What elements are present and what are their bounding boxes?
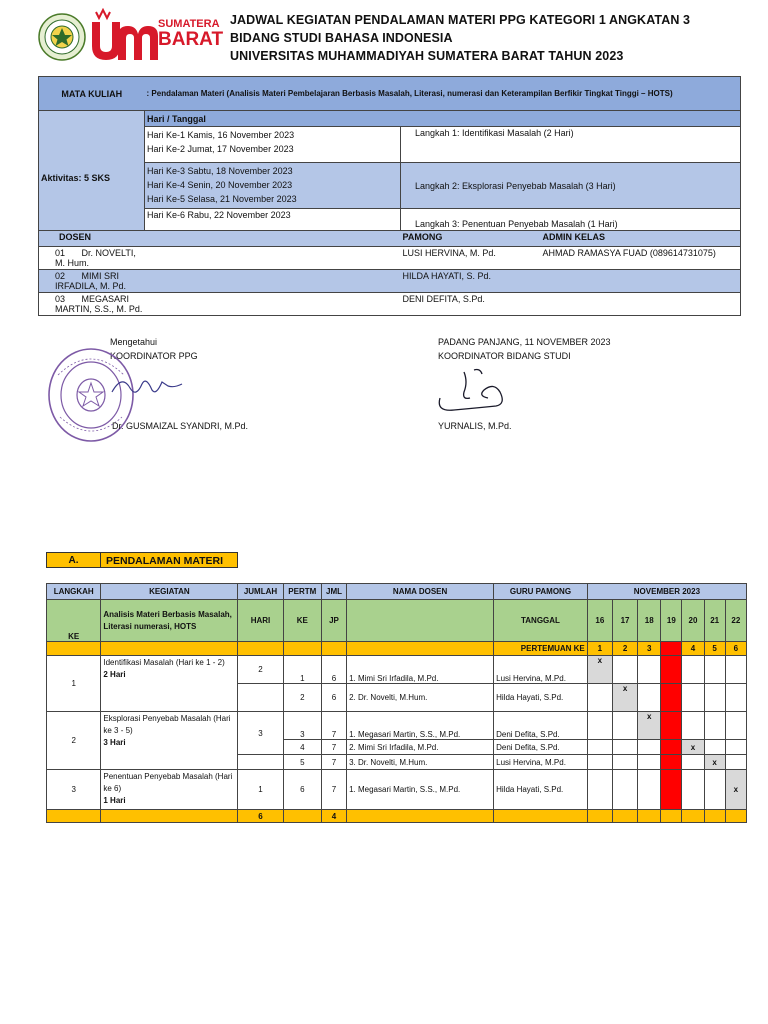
step-2-jumlah: 3 [238, 712, 283, 755]
pamong-cell: Lusi Hervina, M.Pd. [494, 755, 588, 770]
pamong-cell: Hilda Hayati, S.Pd. [494, 770, 588, 810]
col-pertm: PERTM [283, 584, 321, 600]
step-3-number: 3 [47, 770, 101, 810]
col-ke: KE [47, 600, 101, 642]
sig-left-name: Dr. GUSMAIZAL SYANDRI, M.Pd. [112, 421, 249, 431]
step-days-label: 1 Hari [103, 796, 126, 805]
col-kegiatan-desc: Analisis Materi Berbasis Masalah, Literasi numerasi, HOTS [101, 600, 238, 642]
date-cell: 22 [725, 600, 746, 642]
meeting-cell: 5 [704, 642, 725, 656]
dosen-cell: 1. Megasari Martin, S.S., M.Pd. [347, 770, 494, 810]
pamong-cell: Deni Defita, S.Pd. [494, 740, 588, 755]
schedule-mark: x [612, 684, 637, 712]
aktivitas-label: Aktivitas: 5 SKS [39, 127, 145, 231]
logo-text-barat: BARAT [158, 29, 224, 50]
date-cell: 20 [682, 600, 704, 642]
course-info-table [38, 76, 741, 316]
col-nama-dosen: NAMA DOSEN [347, 584, 494, 600]
dosen-cell: 2. Dr. Novelti, M.Hum. [347, 684, 494, 712]
step-2-label: Langkah 2: Eksplorasi Penyebab Masalah (3 Hari) [401, 163, 741, 209]
step-activity-text: Eksplorasi Penyebab Masalah (Hari ke 3 - 5) [103, 714, 231, 735]
pamong-cell: Hilda Hayati, S.Pd. [494, 684, 588, 712]
meeting-cell: 2 [612, 642, 637, 656]
title-line-1: JADWAL KEGIATAN PENDALAMAN MATERI PPG KATEGORI 1 ANGKATAN 3 [230, 13, 691, 27]
staff-row-3 [39, 293, 145, 316]
sig-right-line2: KOORDINATOR BIDANG STUDI [438, 351, 571, 361]
pertemuan-ke-label: PERTEMUAN KE [494, 642, 588, 656]
mata-kuliah-value: : Pendalaman Materi (Analisis Materi Pembelajaran Berbasis Masalah, Literasi, numerasi dan Keterampilan Berfikir Tingkat Tinggi – HOTS) [145, 77, 741, 111]
um-sumatera-barat-logo [88, 8, 224, 64]
pertm-cell: 3 [283, 712, 321, 740]
section-letter: A. [46, 552, 101, 568]
staff-dosen: MEGASARI MARTIN, S.S., M. Pd. [55, 294, 143, 314]
staff-pamong: HILDA HAYATI, S. Pd. [401, 270, 541, 293]
right-signature-scribble [434, 362, 514, 418]
staff-pamong: DENI DEFITA, S.Pd. [401, 293, 541, 316]
schedule-mark: x [638, 712, 661, 740]
meeting-cell: 1 [587, 642, 612, 656]
meeting-cell: 6 [725, 642, 746, 656]
total-jml: 4 [321, 810, 346, 823]
pertm-cell: 1 [283, 656, 321, 684]
col-kegiatan: KEGIATAN [101, 584, 238, 600]
staff-admin [541, 270, 741, 293]
jp-cell: 7 [321, 712, 346, 740]
sig-left-line1: Mengetahui [110, 337, 158, 347]
jp-cell: 6 [321, 684, 346, 712]
schedule-mark: x [682, 740, 704, 755]
left-signature-scribble [108, 372, 188, 402]
step-1-number: 1 [47, 656, 101, 712]
day-4-label: Hari Ke-4 Senin, 20 November 2023 [147, 180, 293, 190]
col-month: NOVEMBER 2023 [587, 584, 746, 600]
staff-no: 02 [55, 271, 66, 281]
jp-cell: 7 [321, 770, 346, 810]
staff-dosen: MIMI SRI IRFADILA, M. Pd. [55, 271, 127, 291]
col-jumlah: JUMLAH [238, 584, 283, 600]
jp-cell: 7 [321, 740, 346, 755]
sig-left-line2: KOORDINATOR PPG [110, 351, 198, 361]
pamong-header: PAMONG [401, 231, 541, 247]
staff-dosen: Dr. NOVELTI, M. Hum. [55, 248, 136, 268]
pertm-cell: 5 [283, 755, 321, 770]
jp-cell: 7 [321, 755, 346, 770]
step-3-label: Langkah 3: Penentuan Penyebab Masalah (1 Hari) [401, 209, 741, 231]
step-activity-text: Penentuan Penyebab Masalah (Hari ke 6) [103, 772, 233, 793]
dosen-header: DOSEN [39, 231, 145, 247]
dosen-cell: 1. Megasari Martin, S.S., M.Pd. [347, 712, 494, 740]
dosen-cell: 1. Mimi Sri Irfadila, M.Pd. [347, 656, 494, 684]
sig-right-line1: PADANG PANJANG, 11 NOVEMBER 2023 [438, 337, 611, 347]
jp-cell: 6 [321, 656, 346, 684]
pertm-cell: 6 [283, 770, 321, 810]
date-cell: 21 [704, 600, 725, 642]
total-jumlah: 6 [238, 810, 283, 823]
day-3-label: Hari Ke-3 Sabtu, 18 November 2023 [147, 166, 293, 176]
step-3-activity [101, 770, 238, 810]
date-cell: 17 [612, 600, 637, 642]
day-6-label: Hari Ke-6 Rabu, 22 November 2023 [145, 209, 401, 231]
date-cell: 19 [661, 600, 682, 642]
day-2-label: Hari Ke-2 Jumat, 17 November 2023 [147, 144, 294, 154]
pertm-cell: 2 [283, 684, 321, 712]
step-2-number: 2 [47, 712, 101, 770]
day-1-label: Hari Ke-1 Kamis, 16 November 2023 [147, 130, 295, 140]
staff-admin [541, 293, 741, 316]
title-line-3: UNIVERSITAS MUHAMMADIYAH SUMATERA BARAT TAHUN 2023 [230, 49, 624, 63]
dosen-cell: 2. Mimi Sri Irfadila, M.Pd. [347, 740, 494, 755]
section-title: PENDALAMAN MATERI [100, 552, 238, 568]
step-1-label: Langkah 1: Identifikasi Masalah (2 Hari) [401, 127, 741, 163]
mata-kuliah-label: MATA KULIAH [39, 77, 145, 111]
university-seal-logo [38, 13, 86, 61]
step-days-label: 2 Hari [103, 670, 126, 679]
col-guru-pamong: GURU PAMONG [494, 584, 588, 600]
staff-no: 03 [55, 294, 66, 304]
sig-right-name: YURNALIS, M.Pd. [438, 421, 512, 431]
date-cell: 18 [638, 600, 661, 642]
staff-admin: AHMAD RAMASYA FUAD (089614731075) [541, 247, 741, 270]
col-langkah: LANGKAH [47, 584, 101, 600]
meeting-cell-holiday [661, 642, 682, 656]
schedule-table [46, 583, 747, 823]
schedule-mark: x [587, 656, 612, 684]
step-days-label: 3 Hari [103, 738, 126, 747]
pertm-cell: 4 [283, 740, 321, 755]
hari-tanggal-label: Hari / Tanggal [145, 111, 741, 127]
schedule-mark: x [704, 755, 725, 770]
admin-header: ADMIN KELAS [541, 231, 741, 247]
step-1-activity [101, 656, 238, 712]
meeting-cell: 3 [638, 642, 661, 656]
col-jp: JP [321, 600, 346, 642]
step-activity-text: Identifikasi Masalah (Hari ke 1 - 2) [103, 658, 225, 667]
day-5-label: Hari Ke-5 Selasa, 21 November 2023 [147, 194, 297, 204]
col-tanggal: TANGGAL [494, 600, 588, 642]
logo-text-sumatera: SUMATERA [158, 18, 220, 30]
staff-row-1 [39, 247, 145, 270]
col-ke2: KE [283, 600, 321, 642]
pamong-cell: Lusi Hervina, M.Pd. [494, 656, 588, 684]
staff-row-2 [39, 270, 145, 293]
title-line-2: BIDANG STUDI BAHASA INDONESIA [230, 31, 453, 45]
step-3-jumlah: 1 [238, 770, 283, 810]
staff-pamong: LUSI HERVINA, M. Pd. [401, 247, 541, 270]
col-jml: JML [321, 584, 346, 600]
step-2-activity [101, 712, 238, 770]
col-hari: HARI [238, 600, 283, 642]
step-1-jumlah: 2 [238, 656, 283, 684]
schedule-mark: x [725, 770, 746, 810]
pamong-cell: Deni Defita, S.Pd. [494, 712, 588, 740]
staff-no: 01 [55, 248, 66, 258]
meeting-cell: 4 [682, 642, 704, 656]
dosen-cell: 3. Dr. Novelti, M.Hum. [347, 755, 494, 770]
date-cell: 16 [587, 600, 612, 642]
